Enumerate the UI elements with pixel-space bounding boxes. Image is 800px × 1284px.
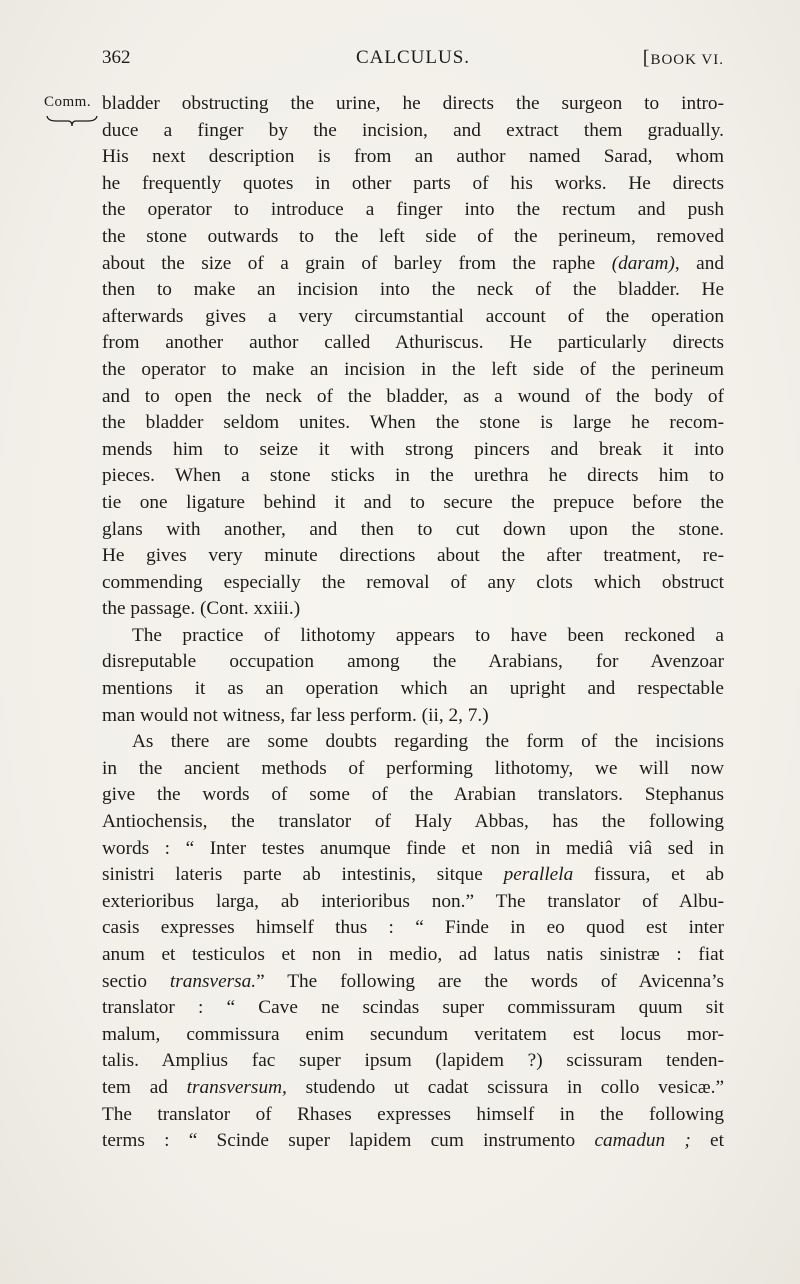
text-segment: malum, commissura enim secundum veritatem est locus mor-	[102, 1023, 724, 1045]
text-segment: man would not witness, far less perform. (ii, 2, 7.)	[102, 704, 489, 726]
text-line	[102, 596, 724, 623]
text-line	[102, 809, 724, 836]
text-segment: he frequently quotes in other parts of his works. He directs	[102, 172, 724, 194]
text-line	[102, 490, 724, 517]
italic-text: transversa.	[169, 970, 257, 992]
text-segment: tie one ligature behind it and to secure the prepuce before the	[102, 491, 724, 513]
text-line	[102, 224, 724, 251]
text-line	[102, 915, 724, 942]
book-reference-text: BOOK VI.	[650, 52, 724, 68]
text-segment: pieces. When a stone sticks in the urethra he directs him to	[102, 465, 724, 487]
text-segment: commending especially the removal of any clots which obstruct	[102, 571, 724, 593]
text-segment: the passage. (Cont. xxiii.)	[102, 598, 301, 620]
text-segment: terms : “ Scinde super lapidem cum instrumento	[102, 1130, 595, 1152]
text-line	[102, 197, 724, 224]
text-segment: the stone outwards to the left side of the perineum, removed	[102, 225, 724, 247]
text-line	[102, 862, 724, 889]
text-line	[102, 623, 724, 650]
margin-brace-icon	[46, 114, 98, 128]
text-segment: He gives very minute directions about the after treatment, re-	[102, 545, 724, 567]
text-line	[102, 91, 724, 118]
text-line	[102, 410, 724, 437]
text-line	[102, 782, 724, 809]
text-line	[102, 384, 724, 411]
book-reference	[643, 47, 724, 70]
text-line	[102, 1075, 724, 1102]
text-segment: the operator to introduce a finger into the rectum and push	[102, 199, 724, 221]
text-line	[102, 889, 724, 916]
book-bracket: [	[642, 47, 651, 69]
text-line	[102, 1048, 724, 1075]
margin-note: Comm.	[44, 94, 92, 110]
text-segment: in the ancient methods of performing lithotomy, we will now	[102, 757, 724, 779]
text-segment: glans with another, and then to cut down upon the stone.	[102, 518, 724, 540]
text-line	[102, 649, 724, 676]
page-number: 362	[102, 47, 131, 68]
text-line	[102, 570, 724, 597]
text-segment: mentions it as an operation which an upright and respectable	[102, 678, 724, 700]
text-segment: words : “ Inter testes anumque finde et non in mediâ viâ sed in	[102, 837, 724, 859]
text-segment: and to open the neck of the bladder, as a wound of the body of	[102, 385, 724, 407]
text-line	[102, 277, 724, 304]
text-line	[102, 330, 724, 357]
text-line	[102, 1102, 724, 1129]
text-line	[102, 463, 724, 490]
text-segment: ” The following are the words of Avicenna’s	[256, 970, 724, 992]
text-line	[102, 1128, 724, 1155]
page-header	[102, 47, 724, 77]
text-segment: anum et testiculos et non in medio, ad latus natis sinistræ : fiat	[102, 944, 724, 965]
text-segment: afterwards gives a very circumstantial account of the operation	[102, 305, 724, 327]
text-line	[102, 1022, 724, 1049]
text-line	[102, 118, 724, 145]
text-line	[102, 756, 724, 783]
running-title: CALCULUS.	[355, 47, 471, 68]
text-segment: bladder obstructing the urine, he directs the surgeon to intro-	[102, 93, 724, 114]
text-line	[102, 304, 724, 331]
text-line	[102, 517, 724, 544]
text-segment: As there are some doubts regarding the form of the incisions	[132, 731, 724, 753]
text-segment: sectio	[102, 970, 170, 992]
text-segment: et	[690, 1130, 724, 1152]
text-segment: mends him to seize it with strong pincers and break it into	[102, 438, 724, 460]
text-segment: translator : “ Cave ne scindas super commissuram quum sit	[102, 997, 724, 1019]
text-segment: Antiochensis, the translator of Haly Abbas, has the following	[102, 811, 724, 833]
text-line	[102, 836, 724, 863]
text-segment: studendo ut cadat scissura in collo vesicæ.”	[286, 1076, 724, 1098]
text-segment: sinistri lateris parte ab intestinis, sitque	[102, 864, 504, 886]
text-segment: tem ad	[102, 1076, 187, 1098]
text-line	[102, 729, 724, 756]
body-text	[102, 91, 724, 1155]
text-segment: talis. Amplius fac super ipsum (lapidem ?) scissuram tenden-	[102, 1050, 724, 1072]
text-segment: The translator of Rhases expresses himself in the following	[102, 1103, 724, 1125]
text-segment: disreputable occupation among the Arabians, for Avenzoar	[102, 651, 724, 673]
text-line	[102, 171, 724, 198]
italic-text: camadun ;	[594, 1130, 691, 1152]
text-segment: casis expresses himself thus : “ Finde in eo quod est inter	[102, 917, 724, 939]
text-segment: The practice of lithotomy appears to have been reckoned a	[132, 624, 724, 646]
text-line	[102, 144, 724, 171]
text-line	[102, 942, 724, 969]
text-segment: the bladder seldom unites. When the stone is large he recom-	[102, 412, 724, 434]
text-segment: the operator to make an incision in the left side of the perineum	[102, 358, 724, 380]
text-line	[102, 995, 724, 1022]
text-line	[102, 969, 724, 996]
text-segment: duce a finger by the incision, and extract them gradually.	[102, 119, 724, 141]
text-segment: exterioribus larga, ab interioribus non.” The translator of Albu-	[102, 890, 724, 912]
text-line	[102, 676, 724, 703]
text-line	[102, 251, 724, 278]
text-line	[102, 703, 724, 730]
text-segment: then to make an incision into the neck of the bladder. He	[102, 279, 724, 301]
text-segment: , and	[674, 252, 724, 274]
italic-text: perallela	[503, 864, 574, 886]
text-segment: give the words of some of the Arabian translators. Stephanus	[102, 784, 724, 806]
italic-text: transversum,	[186, 1076, 287, 1098]
text-line	[102, 437, 724, 464]
text-segment: His next description is from an author named Sarad, whom	[102, 146, 724, 168]
text-line	[102, 543, 724, 570]
italic-text: (daram)	[611, 252, 675, 274]
text-line	[102, 357, 724, 384]
text-segment: about the size of a grain of barley from the raphe	[102, 252, 612, 274]
text-segment: from another author called Athuriscus. He particularly directs	[102, 332, 724, 354]
text-segment: fissura, et ab	[573, 864, 724, 886]
